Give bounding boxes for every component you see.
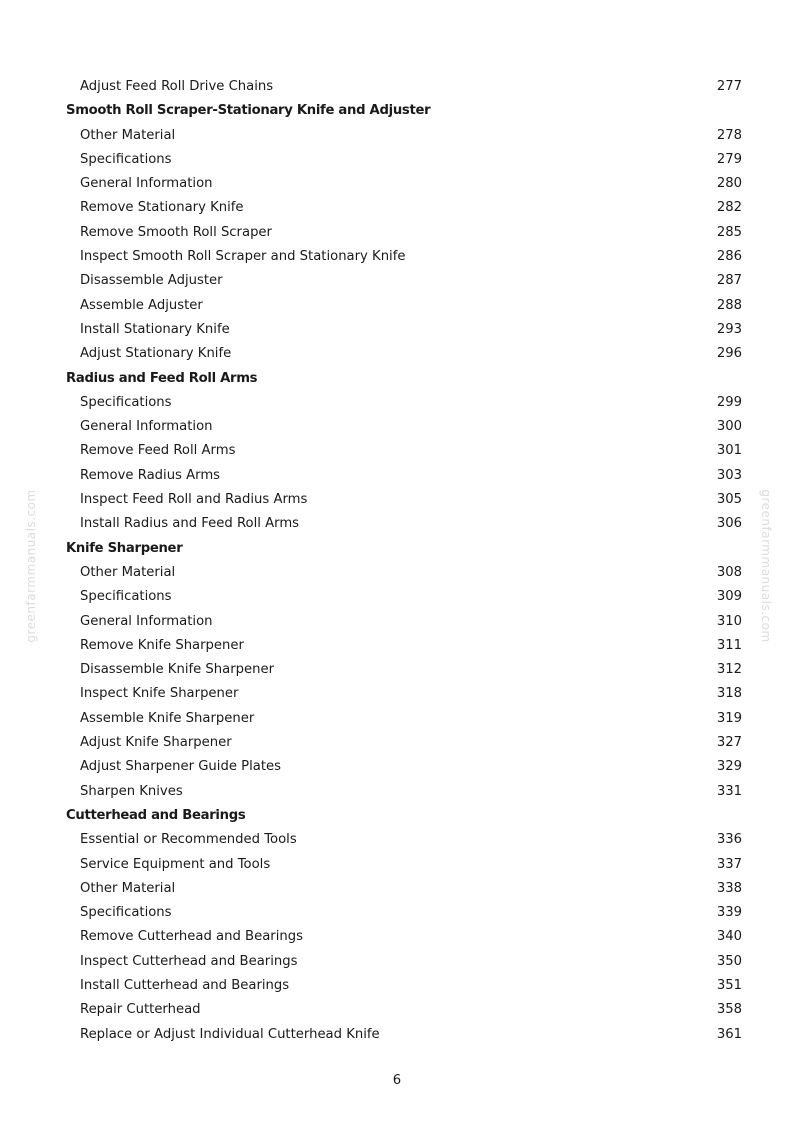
- toc-entry[interactable]: [0, 148, 794, 172]
- entry-page-number: 337: [716, 856, 742, 872]
- toc-entry[interactable]: [0, 75, 794, 99]
- entry-title: Sharpen Knives: [80, 783, 183, 799]
- entry-title: Replace or Adjust Individual Cutterhead Knife: [80, 1026, 380, 1042]
- entry-page-number: 280: [716, 176, 742, 192]
- toc-entry[interactable]: [0, 950, 794, 974]
- entry-title: Service Equipment and Tools: [80, 856, 271, 872]
- entry-title: Remove Knife Sharpener: [80, 637, 244, 653]
- entry-page-number: 318: [716, 686, 742, 702]
- entry-page-number: 306: [716, 516, 742, 532]
- entry-title: Disassemble Adjuster: [80, 273, 223, 289]
- section-title: Radius and Feed Roll Arms: [66, 370, 258, 386]
- toc-entry[interactable]: [0, 221, 794, 245]
- entry-page-number: 288: [716, 297, 742, 313]
- toc-section-heading: [0, 99, 794, 123]
- entry-title: Remove Radius Arms: [80, 467, 221, 483]
- entry-title: Adjust Feed Roll Drive Chains: [80, 79, 274, 94]
- entry-page-number: 299: [716, 394, 742, 410]
- entry-page-number: 309: [716, 589, 742, 605]
- entry-title: Inspect Feed Roll and Radius Arms: [80, 492, 308, 508]
- section-title: Cutterhead and Bearings: [66, 807, 246, 823]
- entry-title: Inspect Smooth Roll Scraper and Stationary Knife: [80, 249, 406, 265]
- toc-entry[interactable]: [0, 853, 794, 877]
- entry-page-number: 319: [716, 710, 742, 726]
- toc-entry[interactable]: [0, 974, 794, 998]
- toc-entry[interactable]: [0, 1023, 794, 1047]
- toc-entry[interactable]: [0, 124, 794, 148]
- entry-page-number: 293: [716, 321, 742, 337]
- entry-title: General Information: [80, 419, 213, 435]
- entry-title: Install Cutterhead and Bearings: [80, 977, 290, 993]
- entry-page-number: 358: [716, 1002, 742, 1018]
- toc-entry[interactable]: [0, 294, 794, 318]
- entry-title: Remove Smooth Roll Scraper: [80, 224, 272, 240]
- entry-title: Repair Cutterhead: [80, 1002, 201, 1018]
- entry-title: Adjust Sharpener Guide Plates: [80, 759, 281, 775]
- entry-page-number: 339: [716, 905, 742, 921]
- toc-entry[interactable]: [0, 610, 794, 634]
- entry-page-number: 278: [716, 127, 742, 143]
- section-title: Knife Sharpener: [66, 540, 183, 556]
- entry-title: Remove Stationary Knife: [80, 200, 244, 216]
- toc-entry[interactable]: [0, 755, 794, 779]
- entry-title: Specifications: [80, 905, 172, 921]
- entry-page-number: 312: [716, 662, 742, 678]
- entry-title: Install Radius and Feed Roll Arms: [80, 516, 300, 532]
- toc-entry[interactable]: [0, 998, 794, 1022]
- toc-entry[interactable]: [0, 342, 794, 366]
- toc-entry[interactable]: [0, 828, 794, 852]
- entry-title: Remove Feed Roll Arms: [80, 443, 236, 459]
- toc-section-heading: [0, 367, 794, 391]
- toc-entry[interactable]: [0, 488, 794, 512]
- toc-section-heading: [0, 804, 794, 828]
- entry-page-number: 301: [716, 443, 742, 459]
- table-of-contents: [0, 75, 794, 1047]
- toc-entry[interactable]: [0, 731, 794, 755]
- toc-entry[interactable]: [0, 901, 794, 925]
- toc-entry[interactable]: [0, 925, 794, 949]
- entry-page-number: 331: [716, 783, 742, 799]
- entry-page-number: 285: [716, 224, 742, 240]
- toc-entry[interactable]: [0, 682, 794, 706]
- entry-page-number: 361: [716, 1026, 742, 1042]
- toc-entry[interactable]: [0, 877, 794, 901]
- entry-page-number: 279: [716, 151, 742, 167]
- entry-page-number: 296: [716, 346, 742, 362]
- section-title: Smooth Roll Scraper-Stationary Knife and Adjuster: [66, 103, 431, 119]
- toc-section-heading: [0, 537, 794, 561]
- toc-entry[interactable]: [0, 658, 794, 682]
- entry-page-number: 350: [716, 953, 742, 969]
- entry-title: General Information: [80, 613, 213, 629]
- entry-page-number: 351: [716, 977, 742, 993]
- entry-page-number: 338: [716, 880, 742, 896]
- entry-page-number: 277: [716, 79, 742, 94]
- entry-title: Adjust Stationary Knife: [80, 346, 232, 362]
- toc-entry[interactable]: [0, 196, 794, 220]
- toc-entry[interactable]: [0, 245, 794, 269]
- entry-title: Other Material: [80, 564, 176, 580]
- toc-entry[interactable]: [0, 561, 794, 585]
- entry-title: Specifications: [80, 394, 172, 410]
- entry-title: Assemble Knife Sharpener: [80, 710, 255, 726]
- entry-title: Other Material: [80, 127, 176, 143]
- page-number: 6: [392, 1073, 402, 1088]
- entry-page-number: 327: [716, 735, 742, 751]
- entry-page-number: 310: [716, 613, 742, 629]
- entry-title: Other Material: [80, 880, 176, 896]
- toc-entry[interactable]: [0, 634, 794, 658]
- entry-title: Remove Cutterhead and Bearings: [80, 929, 303, 945]
- toc-entry[interactable]: [0, 707, 794, 731]
- watermark-right: greenfarmmanuals.com: [759, 489, 773, 643]
- entry-title: Inspect Cutterhead and Bearings: [80, 953, 298, 969]
- toc-entry[interactable]: [0, 780, 794, 804]
- entry-title: Inspect Knife Sharpener: [80, 686, 239, 702]
- toc-entry[interactable]: [0, 585, 794, 609]
- toc-entry[interactable]: [0, 318, 794, 342]
- entry-page-number: 305: [716, 492, 742, 508]
- entry-title: Specifications: [80, 589, 172, 605]
- entry-page-number: 329: [716, 759, 742, 775]
- toc-entry[interactable]: [0, 464, 794, 488]
- entry-title: Disassemble Knife Sharpener: [80, 662, 275, 678]
- entry-page-number: 286: [716, 249, 742, 265]
- toc-entry[interactable]: [0, 415, 794, 439]
- entry-page-number: 336: [716, 832, 742, 848]
- entry-title: Essential or Recommended Tools: [80, 832, 297, 848]
- entry-title: Install Stationary Knife: [80, 321, 230, 337]
- entry-title: General Information: [80, 176, 213, 192]
- entry-page-number: 300: [716, 419, 742, 435]
- toc-entry[interactable]: [0, 391, 794, 415]
- entry-title: Adjust Knife Sharpener: [80, 735, 232, 751]
- watermark-left: greenfarmmanuals.com: [24, 489, 38, 643]
- toc-entry[interactable]: [0, 512, 794, 536]
- entry-page-number: 311: [716, 637, 742, 653]
- entry-page-number: 308: [716, 564, 742, 580]
- entry-page-number: 340: [716, 929, 742, 945]
- entry-title: Specifications: [80, 151, 172, 167]
- toc-entry[interactable]: [0, 439, 794, 463]
- entry-title: Assemble Adjuster: [80, 297, 203, 313]
- entry-page-number: 303: [716, 467, 742, 483]
- toc-entry[interactable]: [0, 172, 794, 196]
- entry-page-number: 282: [716, 200, 742, 216]
- entry-page-number: 287: [716, 273, 742, 289]
- toc-entry[interactable]: [0, 269, 794, 293]
